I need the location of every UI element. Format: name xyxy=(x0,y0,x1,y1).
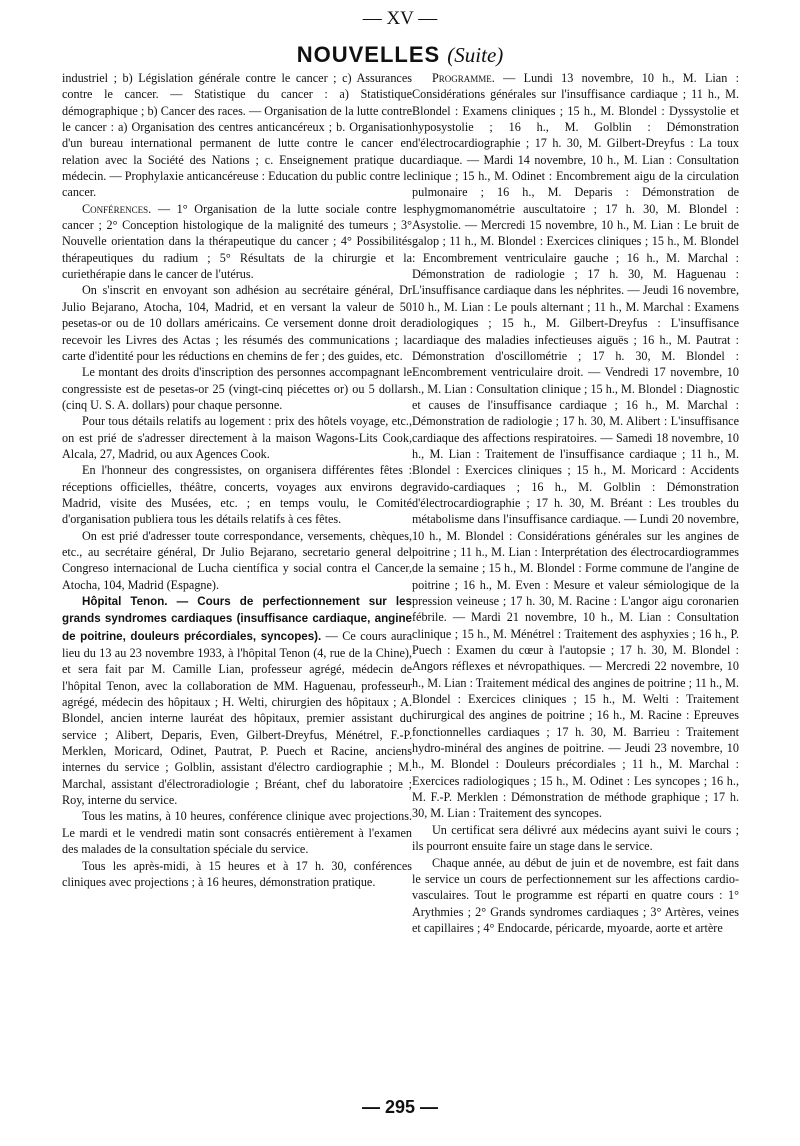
left-column xyxy=(62,70,412,890)
hopital-tenon-heading: Hôpital Tenon. — Cours de perfectionnement sur les grands syndromes cardiaques (insuffisance cardiaque, angine de poitrine, douleurs précordiales, syncopes). xyxy=(62,595,412,643)
paragraph-droits: Le montant des droits d'inscription des personnes accompagnant le congressiste est de pesetas-or 25 (vingt-cinq piécettes or) ou 5 dollars (cinq U. S. A. dollars) pour chaque personne. xyxy=(62,365,412,412)
paragraph-logement: Pour tous détails relatifs au logement : prix des hôtels voyage, etc., on est prié de s'adresser directement à la maison Wagons-Lits Cook, Alcala, 27, Madrid, ou aux Agences Cook. xyxy=(62,414,412,461)
paragraph-matins: Tous les matins, à 10 heures, conférence clinique avec projections. Le mardi et le vendredi matin sont consacrés entièrement à l'examen des malades de la consultation spéciale du service. xyxy=(62,809,412,857)
section-title xyxy=(0,42,800,68)
page-roman-numeral: — XV — xyxy=(362,8,438,29)
paragraph-certificat: Un certificat sera délivré aux médecins ayant suivi le cours ; ils pourront ensuite faire un stage dans le service. xyxy=(412,822,739,854)
right-column xyxy=(412,70,739,936)
paragraph-conferences xyxy=(62,201,412,283)
programme-text: — Lundi 13 novembre, 10 h., M. Lian : Considérations générales sur l'insuffisance cardiaque ; 11 h., M. Blondel : Examens cliniques ; 15 h., M. Blondel : Dyssystolie et hyposystolie ; 16 h., M. Golblin : Démonstration d'électrocardiographie ; 17 h. 30, M. Gilbert-Dreyfus : La toux cardiaque. — Mardi 14 novembre, 10 h., M. Lian : Consultation clinique ; 15 h., M. Odinet : Encombrement aigu de la circulation pulmonaire ; 16 h., M. Deparis : Démonstration de sphygmomanométrie auscultatoire ; 17 h. 30, M. Blondel : Asystolie. — Mercredi 15 novembre, 10 h., M. Lian : Le bruit de galop ; 11 h., M. Blondel : Exercices cliniques ; 15 h., M. Blondel : Encombrement ventriculaire gauche ; 16 h., M. Marchal : Démonstration de radiologie ; 17 h. 30, M. Haguenau : L'insuffisance cardiaque dans les néphrites. — Jeudi 16 novembre, 10 h., M. Lian : Le pouls alternant ; 11 h., M. Marchal : Examens radiologiques ; 15 h., M. Gilbert-Dreyfus : L'insuffisance cardiaque des maladies infectieuses aiguës ; 16 h., M. Pautrat : Démonstration d'oscillométrie ; 17 h. 30, M. Blondel : Encombrement ventriculaire droit. — Vendredi 17 novembre, 10 h., M. Lian : Consultation clinique ; 15 h., M. Blondel : Diagnostic et causes de l'insuffisance cardiaque ; 16 h., M. Marchal : Démonstration de radiologie ; 17 h. 30, M. Alibert : L'insuffisance cardiaque des affections respiratoires. — Samedi 18 novembre, 10 h., M. Lian : Traitement de l'insuffisance cardiaque ; 11 h., M. Blondel : Exercices cliniques ; 15 h., M. Moricard : Accidents gravido-cardiaques ; 16 h., M. Golblin : Démonstration d'électrocardiographie ; 17 h. 30, M. Bréant : Les troubles du métabolisme dans l'insuffisance cardiaque. — Lundi 20 novembre, 10 h., M. Blondel : Considérations générales sur les angines de poitrine ; 11 h., M. Lian : Interprétation des électrocardiogrammes de la semaine ; 15 h., M. Blondel : Forme commune de l'angine de poitrine ; 16 h., M. Even : Mesure et valeur sémiologique de la pression veineuse ; 17 h. 30, M. Racine : L'angor aigu coronarien fébrile. — Mardi 21 novembre, 10 h., M. Lian : Consultation clinique ; 15 h., M. Ménétrel : Traitement des asphyxies ; 16 h., P. Puech : Examen du cœur à l'autopsie ; 17 h. 30, M. Blondel : Angors réflexes et névropathiques. — Mercredi 22 novembre, 10 h., M. Lian : Traitement médical des angines de poitrine ; 11 h., M. Blondel : Exercices cliniques ; 15 h., M. Welti : Traitement chirurgical des angines de poitrine ; 16 h., M. Racine : Epreuves fonctionnelles cardiaques ; 17 h. 30, M. Barrieu : Traitement hydro-minéral des angines de poitrine. — Jeudi 23 novembre, 10 h., M. Blondel : Douleurs précordiales ; 11 h., M. Marchal : Exercices radiologiques ; 15 h., M. Odinet : Les syncopes ; 16 h., M. F.-P. Merklen : Démonstration de méthode graphique ; 17 h. 30, M. Lian : Traitement des syncopes. xyxy=(412,71,739,821)
conferences-text: — 1° Organisation de la lutte sociale contre le cancer ; 2° Conception histologique de la malignité des tumeurs ; 3° Nouvelle orientation dans la thérapeutique du cancer ; 4° Possibilités thérapeutiques du radium ; 5° Résultats de la chirurgie et la curiethérapie dans le cancer de l'utérus. xyxy=(62,201,412,282)
paragraph-programme xyxy=(412,70,739,822)
paragraph-correspondance: On est prié d'adresser toute correspondance, versements, chèques, etc., au secrétaire général, Dr Julio Bejarano, secretario general del Congreso internacional de Lucha científica y social contra el Cancer, Atocha, 104, Madrid (Espagne). xyxy=(62,528,412,592)
paragraph-inscription: On s'inscrit en envoyant son adhésion au secrétaire général, Dr Julio Bejarano, Atocha, 104, Madrid, et en versant la valeur de 50 pesetas-or ou de 10 dollars américains. Ce versement donne droit de recevoir les Livres des Actas ; les résumés des communications ; la carte d'identité pour les réductions en chemins de fer ; des guides, etc. xyxy=(62,283,412,363)
paragraph-cancer-organisation: industriel ; b) Législation générale contre le cancer ; c) Assurances contre le cancer. — Statistique du cancer : a) Statistique démographique ; b) Cancer des races. — Organisation de la lutte contre le cancer : a) Organisation des centres anticancéreux ; b. Organisation d'un bureau international permanent de lutte contre le cancer en relation avec la Société des Nations ; c. Enseignement pratique du médecin. — Prophylaxie anticancéreuse : Education du public contre le cancer. xyxy=(62,71,412,200)
conferences-label: Conférences. xyxy=(82,201,152,216)
paragraph-chaque-annee: Chaque année, au début de juin et de novembre, est fait dans le service un cours de perfectionnement sur les affections cardio-vasculaires. Tout le programme est réparti en quatre cours : 1° Arythmies ; 2° Grands syndromes cardiaques ; 3° Artères, veines et capillaires ; 4° Endocarde, péricarde, myoarde, aorte et artère xyxy=(412,855,739,935)
hopital-tenon-text: — Ce cours aura lieu du 13 au 23 novembre 1933, à l'hôpital Tenon (4, rue de la Chine), et sera fait par M. Camille Lian, professeur agrégé, médecin de l'hôpital Tenon, avec la collaboration de MM. Haguenau, professeur agrégé, médecin des hôpitaux ; H. Welti, chirurgien des hôpitaux ; A. Blondel, ancien interne lauréat des hôpitaux, premier assistant du service ; Alibert, Deparis, Even, Gilbert-Dreyfus, Ménétrel, F.-P. Merklen, Moricard, Odinet, Pautrat, P. Puech et Racine, anciens internes du service ; Golblin, assistant d'électro cardiographie ; M. Marchal, assistant d'électroradiologie ; Bréant, chef du laboratoire ; Roy, interne du service. xyxy=(62,628,412,808)
section-title-text: NOUVELLES xyxy=(296,42,441,67)
programme-label: Programme. xyxy=(432,71,495,85)
paragraph-apres-midi: Tous les après-midi, à 15 heures et à 17 h. 30, conférences cliniques avec projections ; à 16 heures, démonstration pratique. xyxy=(62,858,412,889)
section-subtitle: (Suite) xyxy=(447,43,504,67)
page-number: — 295 — xyxy=(361,1097,439,1117)
paragraph-fetes: En l'honneur des congressistes, on organisera différentes fêtes : réceptions officielles, théâtre, concerts, voyages aux environs de Madrid, visite des Musées, etc. ; en temps voulu, le Comité d'organisation publiera tous les détails relatifs à ces fêtes. xyxy=(62,463,412,527)
paragraph-hopital-tenon xyxy=(62,593,412,808)
